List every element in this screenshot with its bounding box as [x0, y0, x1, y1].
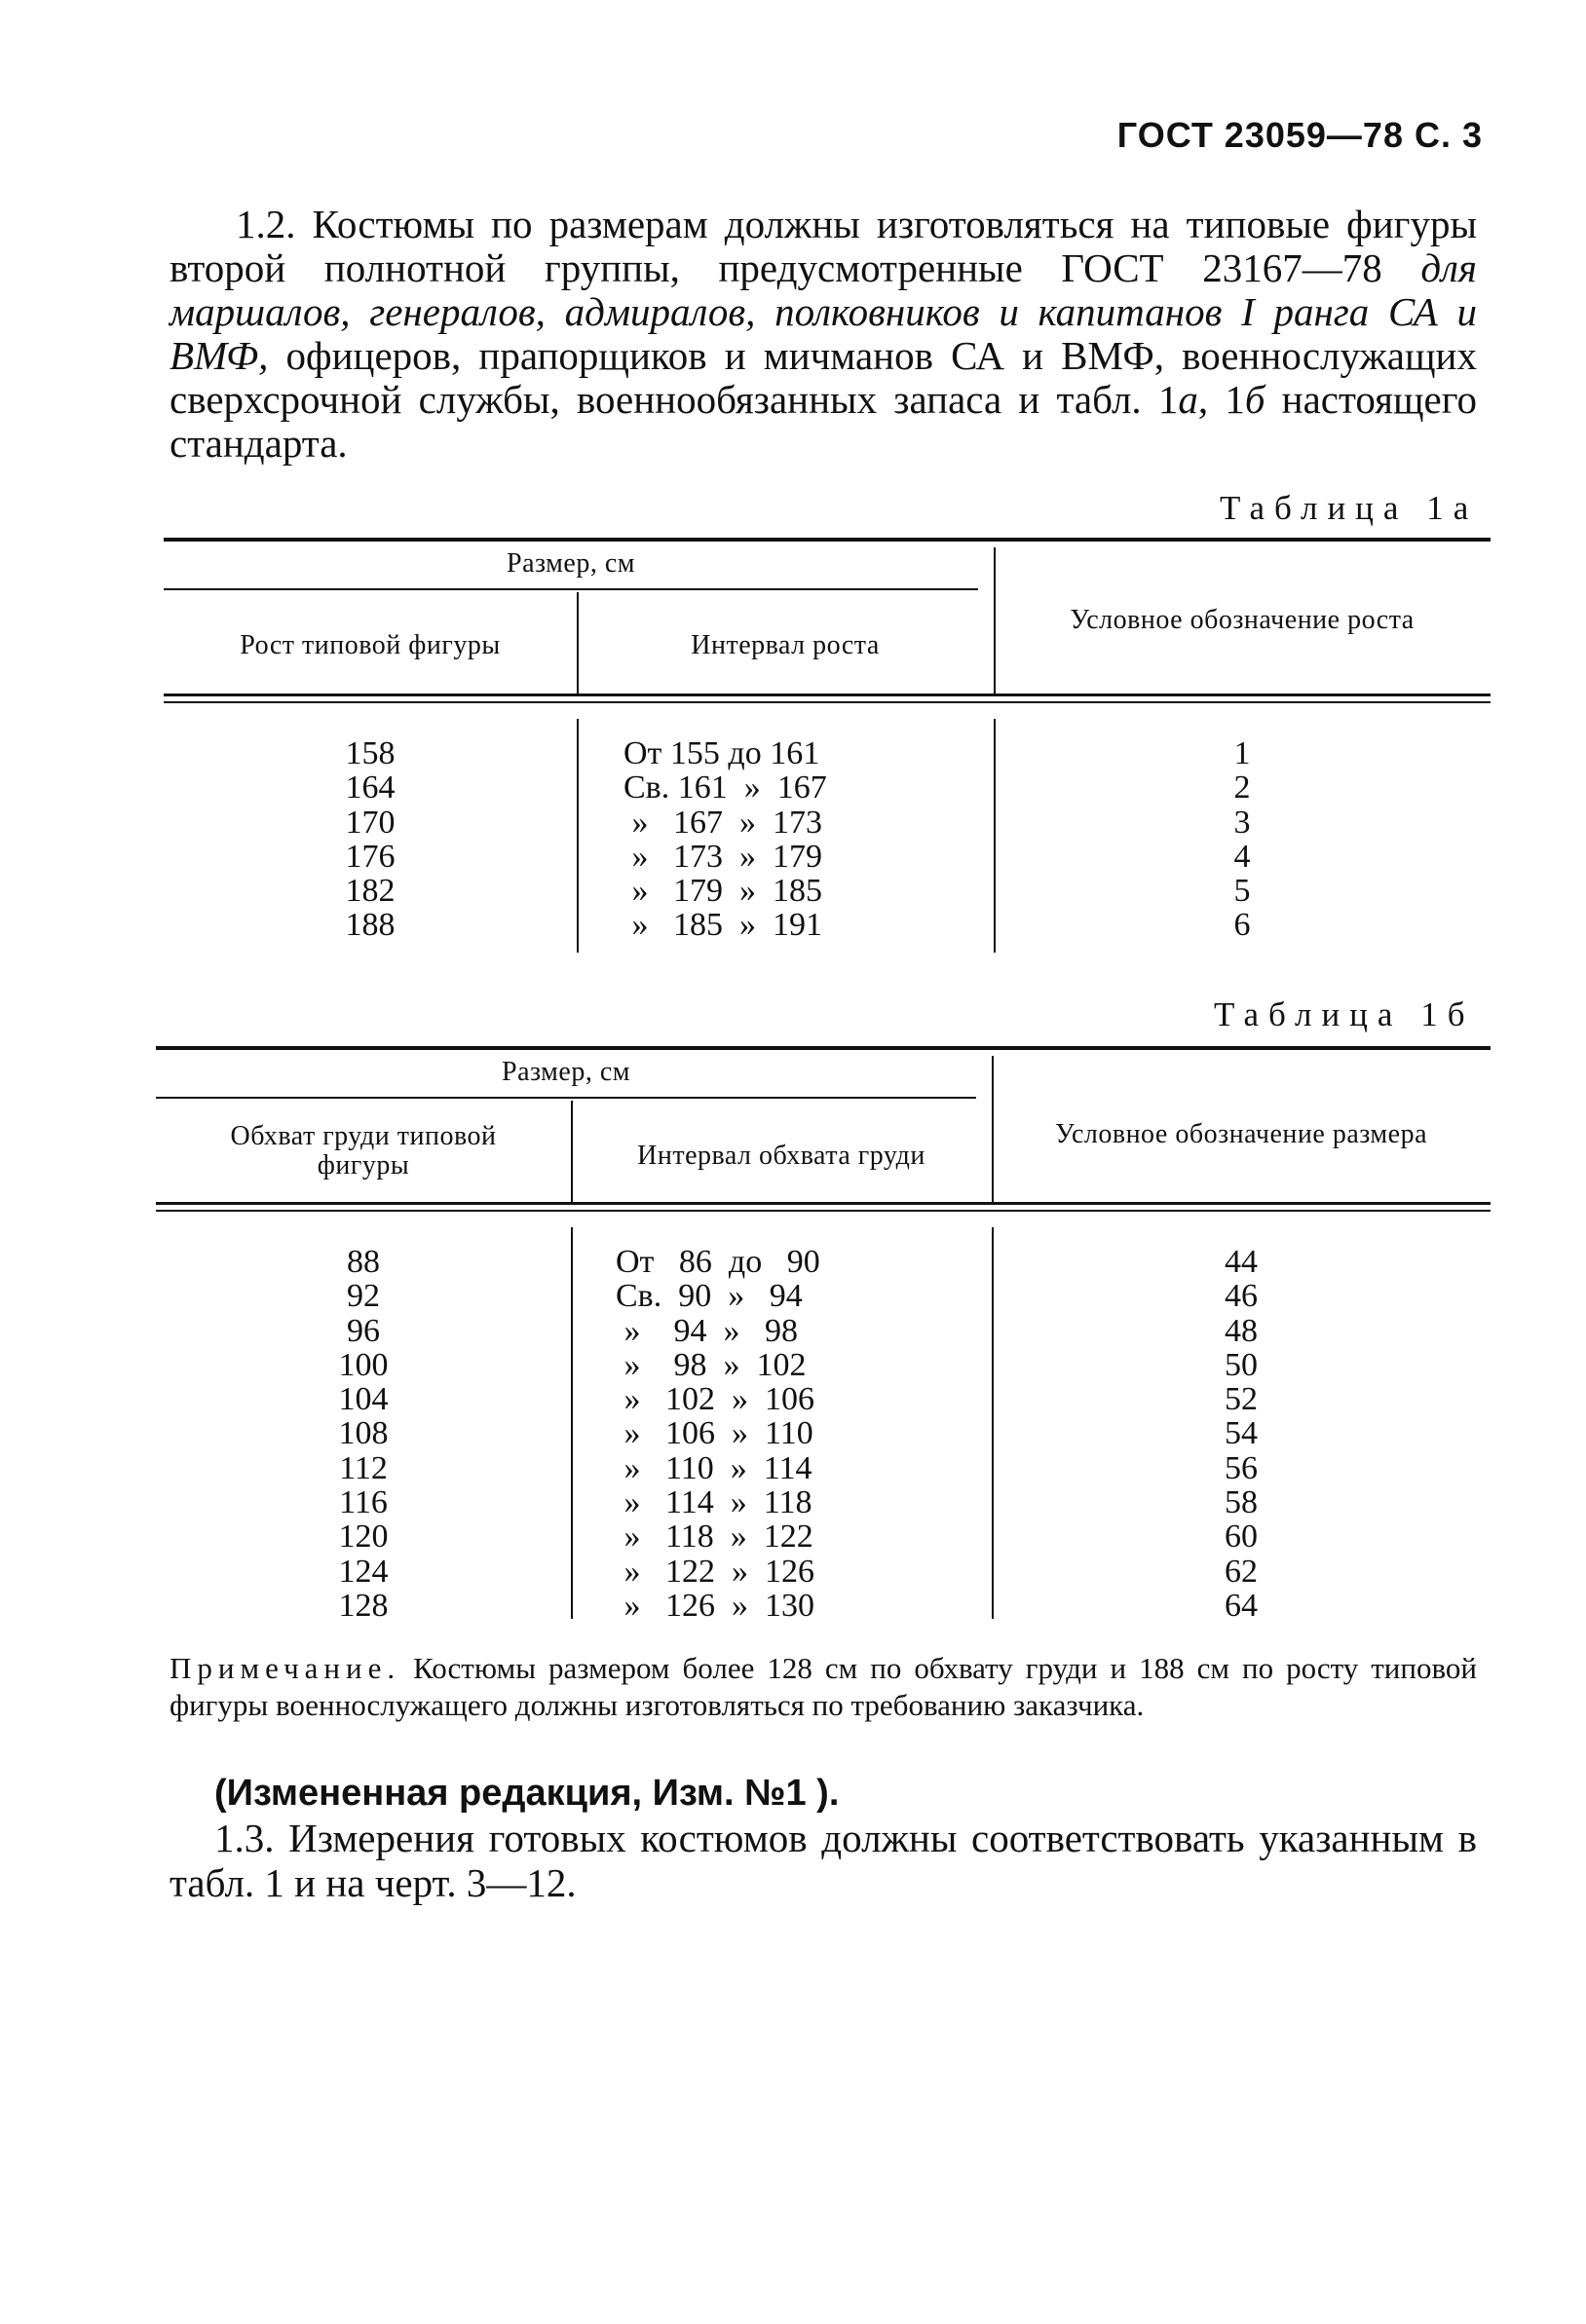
table-1a-cell: От 155 до 161 — [623, 735, 820, 771]
paragraph-1-2-suffix-b: б — [1244, 377, 1265, 422]
table-1b-cell: 60 — [1225, 1518, 1258, 1556]
table-1a-cell: 6 — [1233, 907, 1251, 944]
table-1a-cell: 4 — [1233, 838, 1251, 875]
table-1b-cell: 64 — [1225, 1587, 1258, 1624]
table-1b-cell: » 126 » 130 — [616, 1587, 814, 1624]
paragraph-1-2-mid: , 1 — [1197, 377, 1245, 422]
table-1a-cell: 158 — [345, 735, 396, 771]
table-1b-cell: Св. 90 » 94 — [616, 1278, 803, 1315]
table-1a-cell: 182 — [345, 873, 396, 910]
table-1b-cell: » 98 » 102 — [616, 1346, 807, 1383]
table-1a-col3 — [994, 736, 1491, 943]
table-1a-cell: » 185 » 191 — [623, 907, 822, 944]
table-1b-col3 — [992, 1245, 1491, 1623]
table-note — [170, 1650, 1477, 1724]
table-1b-cell: 56 — [1225, 1449, 1258, 1486]
table-1a-cell: 176 — [345, 838, 396, 875]
table-1b-cell: » 114 » 118 — [616, 1484, 812, 1521]
table-1b-cell: » 110 » 114 — [616, 1449, 812, 1486]
table-1b-cell: 108 — [338, 1415, 389, 1452]
table-1b-cell: » 118 » 122 — [616, 1518, 813, 1556]
table-1b — [156, 1046, 1491, 1631]
paragraph-1-2 — [170, 203, 1477, 466]
table-1b-cell: 54 — [1225, 1415, 1258, 1452]
table-1b-cell: » 94 » 98 — [616, 1312, 798, 1349]
table-1a-col2-header: Интервал роста — [691, 630, 880, 660]
table-1b-cell: 124 — [338, 1553, 389, 1590]
table-1b-divider-3 — [571, 1227, 573, 1619]
table-1a-divider-3 — [577, 719, 579, 953]
table-1a-col3-header: Условное обозначение роста — [1070, 605, 1415, 635]
table-1b-cell: 96 — [347, 1312, 380, 1349]
note-text: Костюмы размером более 128 см по обхвату груди и 188 см по росту типовой фигуры военнослужащего должны изготовляться по требованию заказчика. — [170, 1651, 1477, 1722]
table-1b-cell: » 102 » 106 — [616, 1381, 814, 1418]
table-1a-cell: 5 — [1233, 873, 1251, 910]
table-1b-cell: 58 — [1225, 1484, 1258, 1521]
table-1a-cell: 1 — [1233, 735, 1251, 771]
table-1b-cell: » 122 » 126 — [616, 1553, 814, 1590]
note-label: Примечание. — [170, 1651, 401, 1685]
table-1b-cell: 62 — [1225, 1553, 1258, 1590]
table-1a-cell: » 167 » 173 — [623, 804, 822, 841]
table-1b-header-rule — [156, 1202, 1491, 1212]
table-1b-group-rule — [156, 1097, 976, 1099]
table-1b-col1-header: Обхват груди типовой фигуры — [230, 1121, 497, 1181]
table-1b-top-rule — [156, 1046, 1491, 1050]
table-1b-cell: 92 — [347, 1278, 380, 1315]
table-1a-top-rule — [164, 538, 1491, 542]
paragraph-1-2-end: настоящего стандарта. — [170, 377, 1478, 466]
table-1a-header-rule — [164, 693, 1491, 703]
table-1b-cell: 100 — [338, 1346, 389, 1383]
table-1b-cell: 104 — [338, 1381, 389, 1418]
table-1b-col2 — [616, 1245, 976, 1623]
table-1a-col1 — [164, 736, 577, 943]
table-1a-cell: Св. 161 » 167 — [623, 769, 827, 806]
table-1a-cell: 164 — [345, 769, 396, 806]
table-1b-cell: 46 — [1225, 1278, 1258, 1315]
table-1b-cell: 116 — [339, 1484, 388, 1521]
table-1b-cell: 50 — [1225, 1346, 1258, 1383]
table-1a-group-header: Размер, см — [507, 548, 635, 579]
table-1a — [164, 538, 1491, 972]
paragraph-1-2-part2: офицеров, прапорщиков и мичманов СА и ВМФ, военнослужащих сверхсрочной службы, военнообязанных запаса и табл. 1 — [170, 333, 1477, 422]
table-1b-cell: 88 — [347, 1244, 380, 1280]
table-1b-cell: От 86 до 90 — [616, 1244, 820, 1280]
table-1a-cell: 170 — [345, 804, 396, 841]
table-1b-col1 — [156, 1245, 571, 1623]
table-1a-cell: » 179 » 185 — [623, 873, 822, 910]
table-1a-col2 — [623, 736, 974, 943]
paragraph-1-2-suffix-a: а — [1178, 377, 1198, 422]
changed-edition-label: (Измененная редакция, Изм. №1 ). — [214, 1773, 840, 1814]
table-1b-cell: 112 — [339, 1449, 388, 1486]
table-1b-cell: 44 — [1225, 1244, 1258, 1280]
table-1a-col1-header: Рост типовой фигуры — [240, 630, 501, 660]
table-1a-cell: 2 — [1233, 769, 1251, 806]
table-1b-cell: 48 — [1225, 1312, 1258, 1349]
table-1b-col3-header: Условное обозначение размера — [1054, 1119, 1427, 1149]
paragraph-1-2-part1: 1.2. Костюмы по размерам должны изготовляться на типовые фигуры второй полнотной группы, предусмотренные ГОСТ 23167—78 — [170, 202, 1477, 290]
table-1b-cell: 52 — [1225, 1381, 1258, 1418]
table-1a-cell: 3 — [1233, 804, 1251, 841]
table-1b-cell: » 106 » 110 — [616, 1415, 813, 1452]
table-1b-caption: Таблица 1б — [1214, 995, 1475, 1033]
table-1b-cell: 128 — [338, 1587, 389, 1624]
table-1b-cell: 120 — [338, 1518, 389, 1556]
table-1a-cell: 188 — [345, 907, 396, 944]
page-header: ГОСТ 23059—78 С. 3 — [1116, 115, 1483, 155]
table-1b-col2-header: Интервал обхвата груди — [637, 1141, 925, 1171]
table-1b-group-header: Размер, см — [502, 1057, 630, 1087]
table-1a-group-rule — [164, 588, 978, 590]
table-1a-cell: » 173 » 179 — [623, 838, 822, 875]
paragraph-1-3 — [170, 1816, 1477, 1905]
table-1a-caption: Таблица 1а — [1220, 489, 1479, 527]
paragraph-1-2-italic: для маршалов, генералов, адмиралов, полковников и капитанов I ранга СА и ВМФ, — [170, 245, 1477, 378]
paragraph-1-3-text: 1.3. Измерения готовых костюмов должны соответствовать указанным в табл. 1 и на черт. 3—12. — [170, 1816, 1477, 1905]
